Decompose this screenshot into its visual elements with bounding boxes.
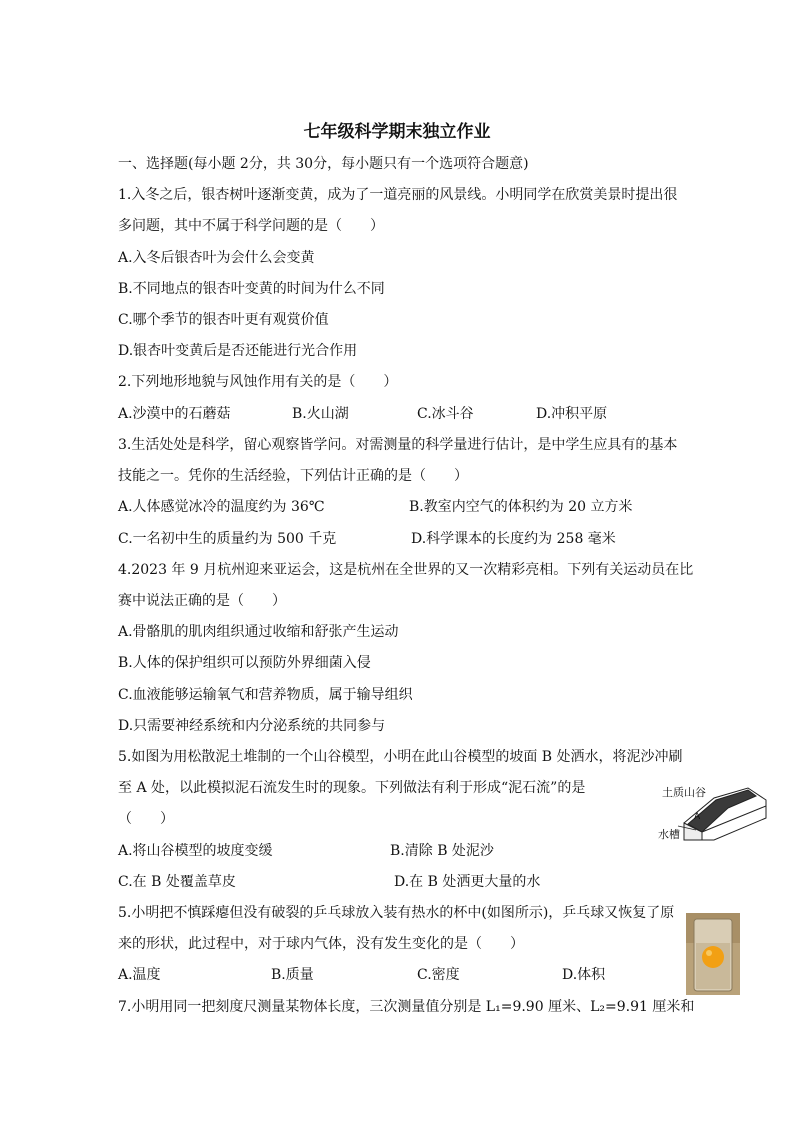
question-5-text-line1: 5.如图为用松散泥土堆制的一个山谷模型，小明在此山谷模型的坡面 B 处洒水，将泥沙冲刷 <box>118 749 683 765</box>
question-6-text-line1: 5.小明把不慎踩瘪但没有破裂的乒乓球放入装有热水的杯中(如图所示)，乒乓球又恢复了原 <box>118 905 675 921</box>
question-6-option-c: C.密度 <box>417 967 460 983</box>
question-3-text-line1: 3.生活处处是科学，留心观察皆学问。对需测量的科学量进行估计，是中学生应具有的基本 <box>118 437 678 453</box>
question-5-option-d: D.在 B 处洒更大量的水 <box>394 874 541 890</box>
question-2-option-c: C.冰斗谷 <box>417 406 474 422</box>
question-1-option-b: B.不同地点的银杏叶变黄的时间为什么不同 <box>118 281 385 297</box>
question-4-text-line2: 赛中说法正确的是（ ） <box>118 593 286 609</box>
question-5-option-c: C.在 B 处覆盖草皮 <box>118 874 236 890</box>
question-2-option-d: D.冲积平原 <box>536 406 608 422</box>
question-4-option-a: A.骨骼肌的肌肉组织通过收缩和舒张产生运动 <box>118 624 399 640</box>
question-2-option-b: B.火山湖 <box>292 406 349 422</box>
question-3-text-line2: 技能之一。凭你的生活经验，下列估计正确的是（ ） <box>118 468 468 484</box>
ping-pong-glass-photo <box>686 913 740 995</box>
question-3-option-a: A.人体感觉冰冷的温度约为 36℃ <box>118 499 325 515</box>
question-1-option-d: D.银杏叶变黄后是否还能进行光合作用 <box>118 343 358 359</box>
figure-label-water-tank: 水槽 <box>658 828 680 841</box>
question-3-option-b: B.教室内空气的体积约为 20 立方米 <box>409 499 633 515</box>
question-1-text-line2: 多问题，其中不属于科学问题的是（ ） <box>118 218 384 234</box>
question-2-text: 2.下列地形地貌与风蚀作用有关的是（ ） <box>118 374 398 390</box>
question-3-option-d: D.科学课本的长度约为 258 毫米 <box>411 531 616 547</box>
question-5-text-line3: （ ） <box>118 811 174 827</box>
valley-model-figure <box>656 778 771 844</box>
question-2-option-a: A.沙漠中的石蘑菇 <box>118 406 231 422</box>
question-5-option-b: B.清除 B 处泥沙 <box>390 843 494 859</box>
question-4-text-line1: 4.2023 年 9 月杭州迎来亚运会，这是杭州在全世界的又一次精彩亮相。下列有关运动员在比 <box>118 562 694 578</box>
document-title: 七年级科学期末独立作业 <box>303 122 491 142</box>
question-7-text-line1: 7.小明用同一把刻度尺测量某物体长度，三次测量值分别是 L₁=9.90 厘米、L₂=9.91 厘米和 <box>118 999 695 1015</box>
question-6-option-d: D.体积 <box>562 967 606 983</box>
question-3-option-c: C.一名初中生的质量约为 500 千克 <box>118 531 337 547</box>
figure-label-valley: 土质山谷 <box>662 786 706 799</box>
question-1-text-line1: 1.入冬之后，银杏树叶逐渐变黄，成为了一道亮丽的风景线。小明同学在欣赏美景时提出很 <box>118 187 678 203</box>
question-5-text-line2: 至 A 处，以此模拟泥石流发生时的现象。下列做法有利于形成“泥石流”的是 <box>118 780 586 796</box>
question-4-option-c: C.血液能够运输氧气和营养物质，属于输导组织 <box>118 687 413 703</box>
question-1-option-c: C.哪个季节的银杏叶更有观赏价值 <box>118 312 329 328</box>
figure-label-a: A <box>694 812 701 822</box>
question-6-text-line2: 来的形状，此过程中，对于球内气体，没有发生变化的是（ ） <box>118 936 524 952</box>
question-1-option-a: A.入冬后银杏叶为会什么会变黄 <box>118 250 315 266</box>
question-5-option-a: A.将山谷模型的坡度变缓 <box>118 843 273 859</box>
question-4-option-b: B.人体的保护组织可以预防外界细菌入侵 <box>118 655 371 671</box>
section-heading: 一、选择题(每小题 2分，共 30分，每小题只有一个选项符合题意) <box>118 156 529 172</box>
question-4-option-d: D.只需要神经系统和内分泌系统的共同参与 <box>118 718 386 734</box>
question-6-option-a: A.温度 <box>118 967 161 983</box>
question-6-option-b: B.质量 <box>271 967 314 983</box>
